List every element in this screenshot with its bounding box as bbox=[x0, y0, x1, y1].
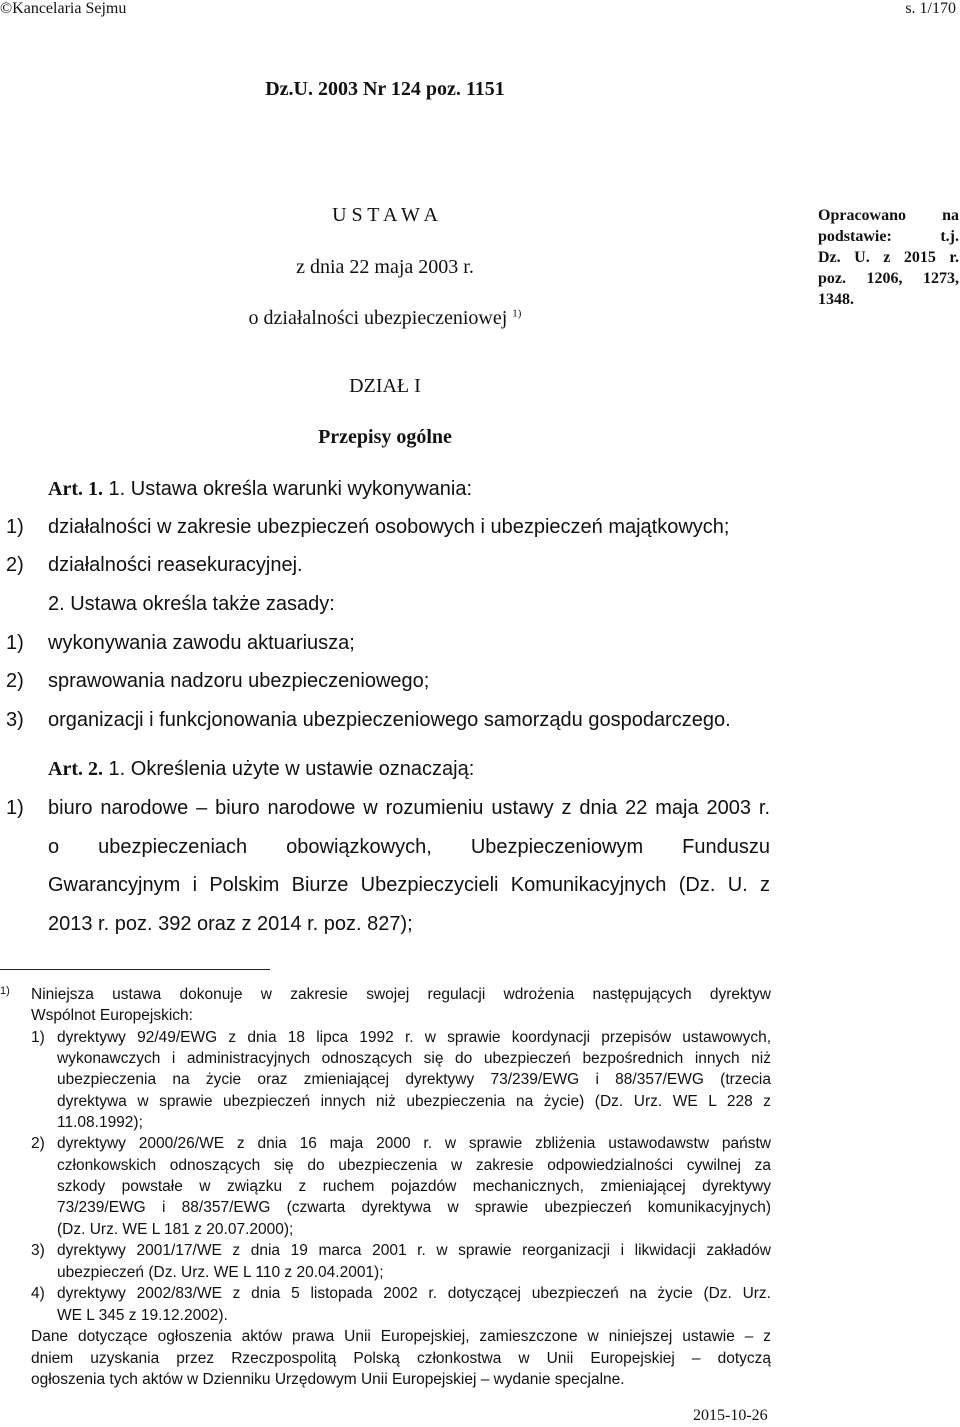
list-item-number: 1) bbox=[6, 797, 24, 819]
definition-line: o ubezpieczeniach obowiązkowych, Ubezpieczeniowym Funduszu bbox=[48, 836, 770, 858]
footnote-line: wykonawczych i administracyjnych odnoszących się do ubezpieczeń bezpośrednich innych niż bbox=[57, 1050, 771, 1067]
list-item-number: 2) bbox=[6, 554, 24, 576]
footnote-line: członkowskich odnoszących się do ubezpieczenia w zakresie odpowiedzialności cywilnej za bbox=[57, 1157, 771, 1174]
list-item bbox=[6, 553, 303, 577]
footnote-line: dniem uzyskania przez Rzeczpospolitą Polską członkostwa w Unii Europejskiej – dotyczą bbox=[31, 1350, 771, 1367]
footnote-line: (Dz. Urz. WE L 181 z 20.07.2000); bbox=[57, 1221, 294, 1238]
footnote-item-number: 1) bbox=[31, 1029, 45, 1046]
list-item-text: działalności w zakresie ubezpieczeń osobowych i ubezpieczeń majątkowych; bbox=[48, 516, 730, 538]
list-item-text: sprawowania nadzoru ubezpieczeniowego; bbox=[48, 670, 430, 692]
list-item bbox=[6, 515, 729, 539]
footnote-line: dyrektywy 2000/26/WE z dnia 16 maja 2000 r. w sprawie zbliżenia ustawodawstw państw bbox=[57, 1135, 771, 1152]
footer-date: 2015-10-26 bbox=[693, 1407, 768, 1424]
list-item-number: 2) bbox=[6, 670, 24, 692]
act-date: z dnia 22 maja 2003 r. bbox=[296, 256, 474, 278]
definition-line: 2013 r. poz. 392 oraz z 2014 r. poz. 827); bbox=[48, 913, 413, 935]
footnote-line: dyrektywa w sprawie ubezpieczeń innych niż ubezpieczenia na życie) (Dz. Urz. WE L 228 z bbox=[57, 1093, 771, 1110]
list-item-number: 3) bbox=[6, 709, 24, 731]
sidenote-line: Dz. U. z 2015 r. bbox=[818, 249, 959, 266]
list-item-text: organizacji i funkcjonowania ubezpieczeniowego samorządu gospodarczego. bbox=[48, 709, 731, 731]
definition-line: Gwarancyjnym i Polskim Biurze Ubezpieczycieli Komunikacyjnych (Dz. U. z bbox=[48, 874, 770, 896]
act-subject-text: o działalności ubezpieczeniowej bbox=[248, 307, 508, 329]
art2-lead: 1. Określenia użyte w ustawie oznaczają: bbox=[108, 758, 475, 780]
footnote-item-number: 4) bbox=[31, 1285, 45, 1302]
footnote-line: szkody powstałe w związku z ruchem pojazdów mechanicznych, zmieniającej dyrektywy bbox=[57, 1178, 771, 1195]
footnote-line: ogłoszenia tych aktów w Dzienniku Urzędowym Unii Europejskiej – wydanie specjalne. bbox=[31, 1371, 625, 1388]
footnote-separator bbox=[0, 969, 270, 970]
art1-p1-lead: 1. Ustawa określa warunki wykonywania: bbox=[108, 478, 473, 500]
list-item bbox=[6, 669, 429, 693]
sidenote-line: podstawie: t.j. bbox=[818, 228, 959, 245]
list-item-text: działalności reasekuracyjnej. bbox=[48, 554, 303, 576]
art1-paragraph-1 bbox=[48, 477, 472, 501]
division-name: DZIAŁ I bbox=[349, 375, 421, 397]
art1-label: Art. 1. bbox=[48, 478, 103, 500]
footnote-line: Dane dotyczące ogłoszenia aktów prawa Unii Europejskiej, zamieszczone w niniejszej ustawie – z bbox=[31, 1328, 771, 1345]
footnote-line: 73/239/EWG i 88/357/EWG (czwarta dyrektywa w sprawie ubezpieczeń komunikacyjnych) bbox=[57, 1199, 771, 1216]
list-item-number: 1) bbox=[6, 632, 24, 654]
definition-line: biuro narodowe – biuro narodowe w rozumieniu ustawy z dnia 22 maja 2003 r. bbox=[48, 797, 770, 819]
division-title: Przepisy ogólne bbox=[318, 426, 452, 448]
footnote-line: WE L 345 z 19.12.2002). bbox=[57, 1307, 228, 1324]
footnote-mark: 1) bbox=[0, 985, 10, 997]
header-copyright: ©Kancelaria Sejmu bbox=[0, 0, 127, 17]
list-item bbox=[6, 708, 731, 732]
footnote-line: ubezpieczenia na życie oraz zmieniającej dyrektywy 73/239/EWG i 88/357/EWG (trzecia bbox=[57, 1071, 771, 1088]
footnote-item-number: 2) bbox=[31, 1135, 45, 1152]
sidenote-line: Opracowano na bbox=[818, 207, 959, 224]
journal-reference: Dz.U. 2003 Nr 124 poz. 1151 bbox=[265, 78, 505, 100]
footnote-line: Wspólnot Europejskich: bbox=[31, 1007, 193, 1024]
act-heading: U S T A W A bbox=[332, 204, 438, 226]
art1-paragraph-2: 2. Ustawa określa także zasady: bbox=[48, 593, 335, 615]
list-item-number: 1) bbox=[6, 516, 24, 538]
sidenote-line: 1348. bbox=[818, 291, 854, 308]
footnote-line: dyrektywy 2002/83/WE z dnia 5 listopada 2002 r. dotyczącej ubezpieczeń na życie (Dz. Urz. bbox=[57, 1285, 771, 1302]
art2-label: Art. 2. bbox=[48, 758, 103, 780]
footnote-line: Niniejsza ustawa dokonuje w zakresie swojej regulacji wdrożenia następujących dyrektyw bbox=[31, 986, 771, 1003]
footnote-reference[interactable]: 1) bbox=[512, 307, 522, 320]
footnote-line: 11.08.1992); bbox=[57, 1114, 143, 1131]
header-page-number: s. 1/170 bbox=[905, 0, 956, 17]
sidenote bbox=[818, 205, 959, 310]
footnote-line: ubezpieczeń (Dz. Urz. WE L 110 z 20.04.2001); bbox=[57, 1264, 384, 1281]
footnote-item-number: 3) bbox=[31, 1242, 45, 1259]
footnote-line: dyrektywy 92/49/EWG z dnia 18 lipca 1992 r. w sprawie koordynacji przepisów ustawowych, bbox=[57, 1029, 771, 1046]
list-item-text: wykonywania zawodu aktuariusza; bbox=[48, 632, 355, 654]
page-header bbox=[0, 0, 960, 22]
footnote-line: dyrektywy 2001/17/WE z dnia 19 marca 2001 r. w sprawie reorganizacji i likwidacji zakładów bbox=[57, 1242, 771, 1259]
act-subject bbox=[0, 307, 770, 330]
art2-paragraph-1 bbox=[48, 757, 474, 781]
sidenote-line: poz. 1206, 1273, bbox=[818, 270, 959, 287]
list-item bbox=[6, 631, 355, 655]
